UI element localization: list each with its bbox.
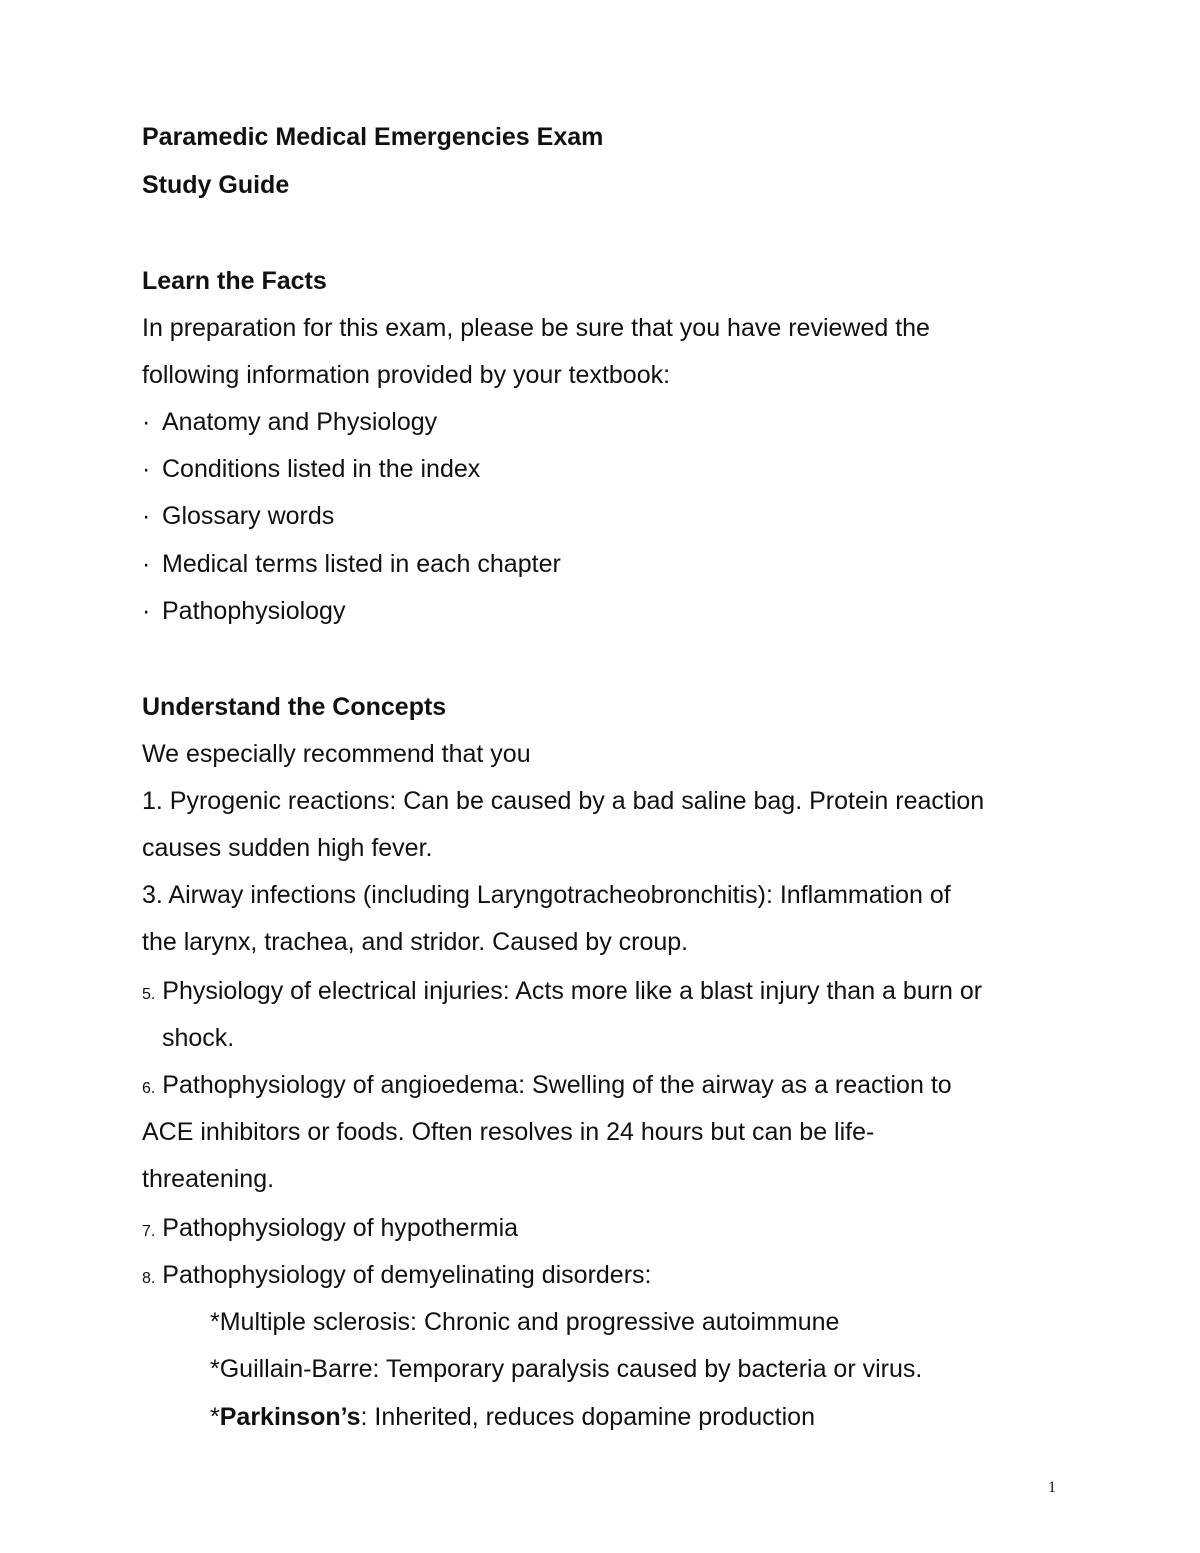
bullet-text: Conditions listed in the index <box>162 455 481 483</box>
bullet-item <box>142 407 437 437</box>
item-text: Pathophysiology of demyelinating disorders: <box>162 1261 652 1289</box>
sub-item-guillain-barre: *Guillain-Barre: Temporary paralysis caused by bacteria or virus. <box>210 1355 923 1383</box>
sub-item-parkinsons <box>210 1402 815 1432</box>
item-text: Pathophysiology of hypothermia <box>162 1214 519 1242</box>
document-title: Paramedic Medical Emergencies Exam <box>142 123 604 151</box>
bullet-text: Pathophysiology <box>162 597 346 625</box>
item-number: 8. <box>142 1270 156 1287</box>
bullet-item <box>142 549 561 579</box>
concepts-intro: We especially recommend that you <box>142 740 531 768</box>
bullet-icon: · <box>142 597 151 625</box>
bullet-item <box>142 501 334 531</box>
sub-item-multiple-sclerosis: *Multiple sclerosis: Chronic and progressive autoimmune <box>210 1308 840 1336</box>
bullet-icon: · <box>142 408 151 436</box>
document-subtitle: Study Guide <box>142 171 290 199</box>
bullet-item <box>142 596 345 626</box>
facts-intro-line-2: following information provided by your textbook: <box>142 361 671 389</box>
item-text: Pathophysiology of angioedema: Swelling of the airway as a reaction to <box>162 1071 952 1099</box>
page-number: 1 <box>1048 1479 1056 1496</box>
sub-item-rest: : Inherited, reduces dopamine production <box>360 1403 815 1431</box>
item-number: 7. <box>142 1223 156 1240</box>
concept-item-5-line-2: shock. <box>162 1024 235 1052</box>
item-text: Physiology of electrical injuries: Acts more like a blast injury than a burn or <box>162 977 983 1005</box>
item-number: 6. <box>142 1080 156 1097</box>
bullet-text: Glossary words <box>162 502 335 530</box>
concept-item-6-line-2: ACE inhibitors or foods. Often resolves in 24 hours but can be life- <box>142 1118 875 1146</box>
bullet-text: Medical terms listed in each chapter <box>162 550 561 578</box>
concept-item-3-line-1: 3. Airway infections (including Laryngotracheobronchitis): Inflammation of <box>142 881 951 909</box>
sub-item-prefix: * <box>210 1403 220 1431</box>
section-heading-concepts: Understand the Concepts <box>142 693 447 721</box>
bullet-text: Anatomy and Physiology <box>162 408 438 436</box>
concept-item-5-line-1 <box>142 976 982 1010</box>
concept-item-1-line-2: causes sudden high fever. <box>142 834 433 862</box>
concept-item-6-line-3: threatening. <box>142 1165 275 1193</box>
item-number: 5. <box>142 986 156 1003</box>
concept-item-1-line-1: 1. Pyrogenic reactions: Can be caused by a bad saline bag. Protein reaction <box>142 787 985 815</box>
section-heading-facts: Learn the Facts <box>142 267 327 295</box>
bullet-icon: · <box>142 550 151 578</box>
bullet-icon: · <box>142 502 151 530</box>
bullet-icon: · <box>142 455 151 483</box>
concept-item-7-line-1 <box>142 1213 518 1247</box>
concept-item-8-line-1 <box>142 1260 651 1294</box>
sub-item-term: Parkinson’s <box>219 1403 361 1431</box>
facts-intro-line-1: In preparation for this exam, please be sure that you have reviewed the <box>142 314 930 342</box>
concept-item-3-line-2: the larynx, trachea, and stridor. Caused by croup. <box>142 928 689 956</box>
concept-item-6-line-1 <box>142 1070 952 1104</box>
bullet-item <box>142 454 480 484</box>
